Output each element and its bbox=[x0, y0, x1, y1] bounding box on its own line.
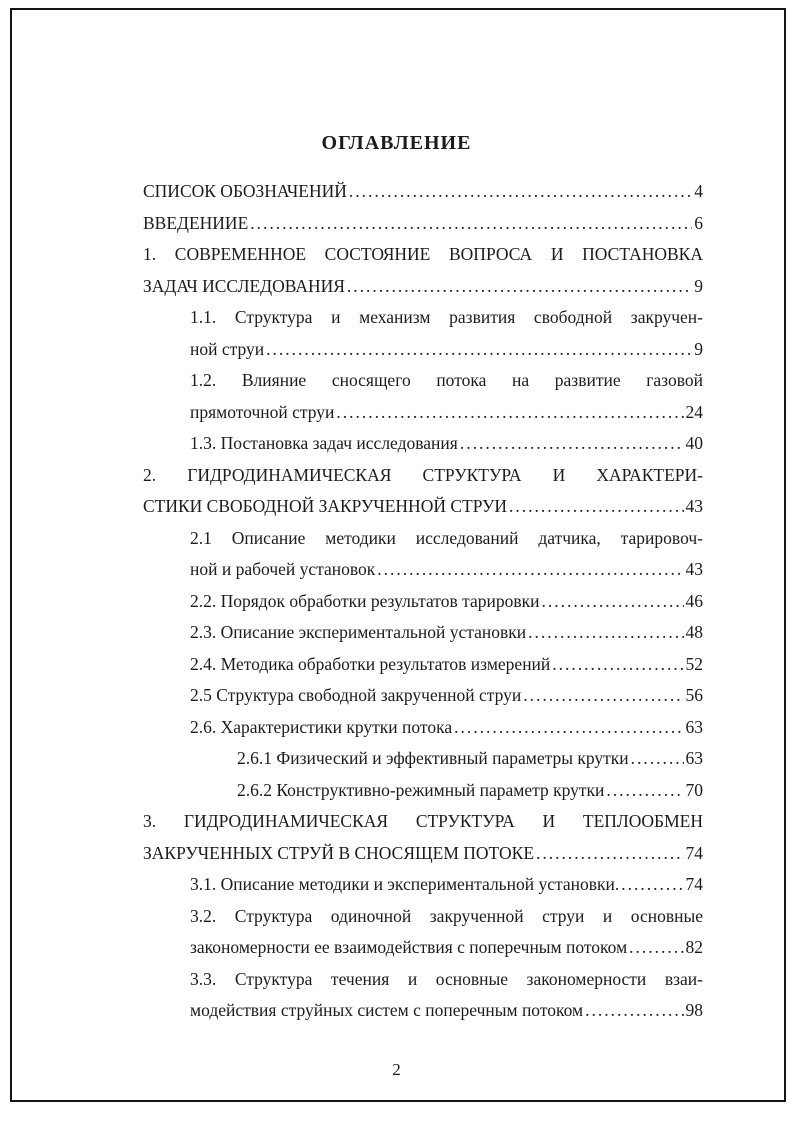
dot-leader bbox=[454, 712, 683, 744]
dot-leader bbox=[266, 334, 692, 366]
toc-entry bbox=[143, 806, 703, 869]
toc-page-number: 46 bbox=[685, 590, 703, 611]
toc-page-number: 74 bbox=[685, 842, 703, 863]
toc-entry bbox=[143, 523, 703, 586]
toc-entry bbox=[143, 428, 703, 460]
dot-leader bbox=[536, 838, 683, 870]
toc-entry bbox=[143, 869, 703, 901]
toc-page-number: 63 bbox=[685, 748, 703, 768]
toc-entry bbox=[143, 775, 703, 807]
toc-page-number: 43 bbox=[685, 559, 703, 579]
dot-leader bbox=[528, 617, 683, 649]
toc-entry-text: модействия струйных систем с поперечным потоком bbox=[190, 1000, 584, 1020]
toc-entry-text: 2.2. Порядок обработки результатов тарировки bbox=[190, 590, 540, 611]
toc-entry-text: ной струи bbox=[190, 338, 265, 359]
toc-entry bbox=[143, 649, 703, 681]
toc-page-number: 9 bbox=[694, 275, 703, 296]
toc-page-number: 24 bbox=[685, 401, 703, 422]
toc-page-number: 63 bbox=[685, 716, 703, 737]
toc-page-number: 9 bbox=[694, 338, 703, 359]
dot-leader bbox=[349, 176, 692, 208]
toc-entry-text: ЗАКРУЧЕННЫХ СТРУЙ В СНОСЯЩЕМ ПОТОКЕ bbox=[143, 842, 535, 863]
toc-entry-text: 2.1 Описание методики исследований датчика, тарировоч- bbox=[190, 527, 703, 548]
dot-leader bbox=[460, 428, 684, 460]
dot-leader bbox=[347, 271, 692, 303]
toc-entry-text: 2.5 Структура свободной закрученной струи bbox=[190, 685, 522, 705]
toc-entry bbox=[143, 460, 703, 523]
toc-entry-text: прямоточной струи bbox=[190, 401, 335, 422]
toc-entry-text: 2.6.2 Конструктивно-режимный параметр крутки bbox=[237, 779, 605, 800]
dot-leader bbox=[585, 995, 683, 1027]
page-number: 2 bbox=[392, 1060, 401, 1079]
toc-entry-text: закономерности ее взаимодействия с поперечным потоком bbox=[190, 937, 628, 957]
dot-leader bbox=[552, 649, 683, 681]
toc-page-number: 82 bbox=[685, 937, 703, 957]
toc-entry-text: 1.1. Структура и механизм развития свободной закручен- bbox=[190, 307, 703, 327]
toc-entry-text: 1. СОВРЕМЕННОЕ СОСТОЯНИЕ ВОПРОСА И ПОСТАНОВКА bbox=[143, 244, 703, 264]
toc-entry-text: 2.4. Методика обработки результатов измерений bbox=[190, 653, 551, 674]
toc-entry bbox=[143, 302, 703, 365]
dot-leader bbox=[621, 869, 683, 901]
toc-page-number: 4 bbox=[694, 181, 703, 201]
table-of-contents bbox=[143, 176, 703, 1027]
toc-page-number: 48 bbox=[685, 622, 703, 642]
toc-entry-text: 3.3. Структура течения и основные закономерности взаи- bbox=[190, 968, 703, 989]
toc-entry-text: ВВЕДЕНИИЕ bbox=[143, 212, 249, 233]
toc-entry bbox=[143, 712, 703, 744]
toc-entry-text: СПИСОК ОБОЗНАЧЕНИЙ bbox=[143, 181, 347, 201]
toc-entry-text: 2.3. Описание экспериментальной установки bbox=[190, 622, 527, 642]
toc-entry bbox=[143, 743, 703, 775]
toc-page-number: 74 bbox=[685, 874, 703, 894]
toc-page-number: 40 bbox=[685, 433, 703, 453]
dot-leader bbox=[336, 397, 683, 429]
toc-entry-text: ЗАДАЧ ИССЛЕДОВАНИЯ bbox=[143, 275, 345, 296]
toc-entry bbox=[143, 365, 703, 428]
toc-page-number: 52 bbox=[685, 653, 703, 674]
dot-leader bbox=[377, 554, 683, 586]
toc-page-number: 98 bbox=[685, 1000, 703, 1020]
toc-entry-text: 1.2. Влияние сносящего потока на развитие газовой bbox=[190, 370, 703, 390]
toc-entry-text: 2. ГИДРОДИНАМИЧЕСКАЯ СТРУКТУРА И ХАРАКТЕРИ- bbox=[143, 464, 703, 485]
dot-leader bbox=[523, 680, 683, 712]
page-title: ОГЛАВЛЕНИЕ bbox=[321, 132, 472, 154]
toc-entry bbox=[143, 586, 703, 618]
toc-entry-text: СТИКИ СВОБОДНОЙ ЗАКРУЧЕННОЙ СТРУИ bbox=[143, 496, 508, 516]
toc-entry bbox=[143, 176, 703, 208]
dot-leader bbox=[631, 743, 684, 775]
toc-page-number: 70 bbox=[685, 779, 703, 800]
toc-entry bbox=[143, 239, 703, 302]
toc-page-number: 6 bbox=[694, 212, 703, 233]
dot-leader bbox=[542, 586, 684, 618]
toc-entry bbox=[143, 617, 703, 649]
toc-entry bbox=[143, 680, 703, 712]
toc-page-number: 56 bbox=[685, 685, 703, 705]
toc-entry-text: 2.6.1 Физический и эффективный параметры крутки bbox=[237, 748, 629, 768]
toc-entry-text: 2.6. Характеристики крутки потока bbox=[190, 716, 453, 737]
dot-leader bbox=[250, 208, 692, 240]
toc-entry-text: ной и рабочей установок bbox=[190, 559, 376, 579]
dot-leader bbox=[509, 491, 683, 523]
toc-entry-text: 1.3. Постановка задач исследования bbox=[190, 433, 458, 453]
toc-entry-text: 3.2. Структура одиночной закрученной струи и основные bbox=[190, 905, 703, 926]
dot-leader bbox=[629, 932, 683, 964]
toc-entry-text: 3.1. Описание методики и экспериментальной установки. bbox=[190, 874, 620, 894]
toc-page-number: 43 bbox=[685, 496, 703, 516]
toc-entry bbox=[143, 901, 703, 964]
dot-leader bbox=[606, 775, 683, 807]
toc-entry-text: 3. ГИДРОДИНАМИЧЕСКАЯ СТРУКТУРА И ТЕПЛООБМЕН bbox=[143, 811, 703, 831]
toc-entry bbox=[143, 208, 703, 240]
toc-entry bbox=[143, 964, 703, 1027]
